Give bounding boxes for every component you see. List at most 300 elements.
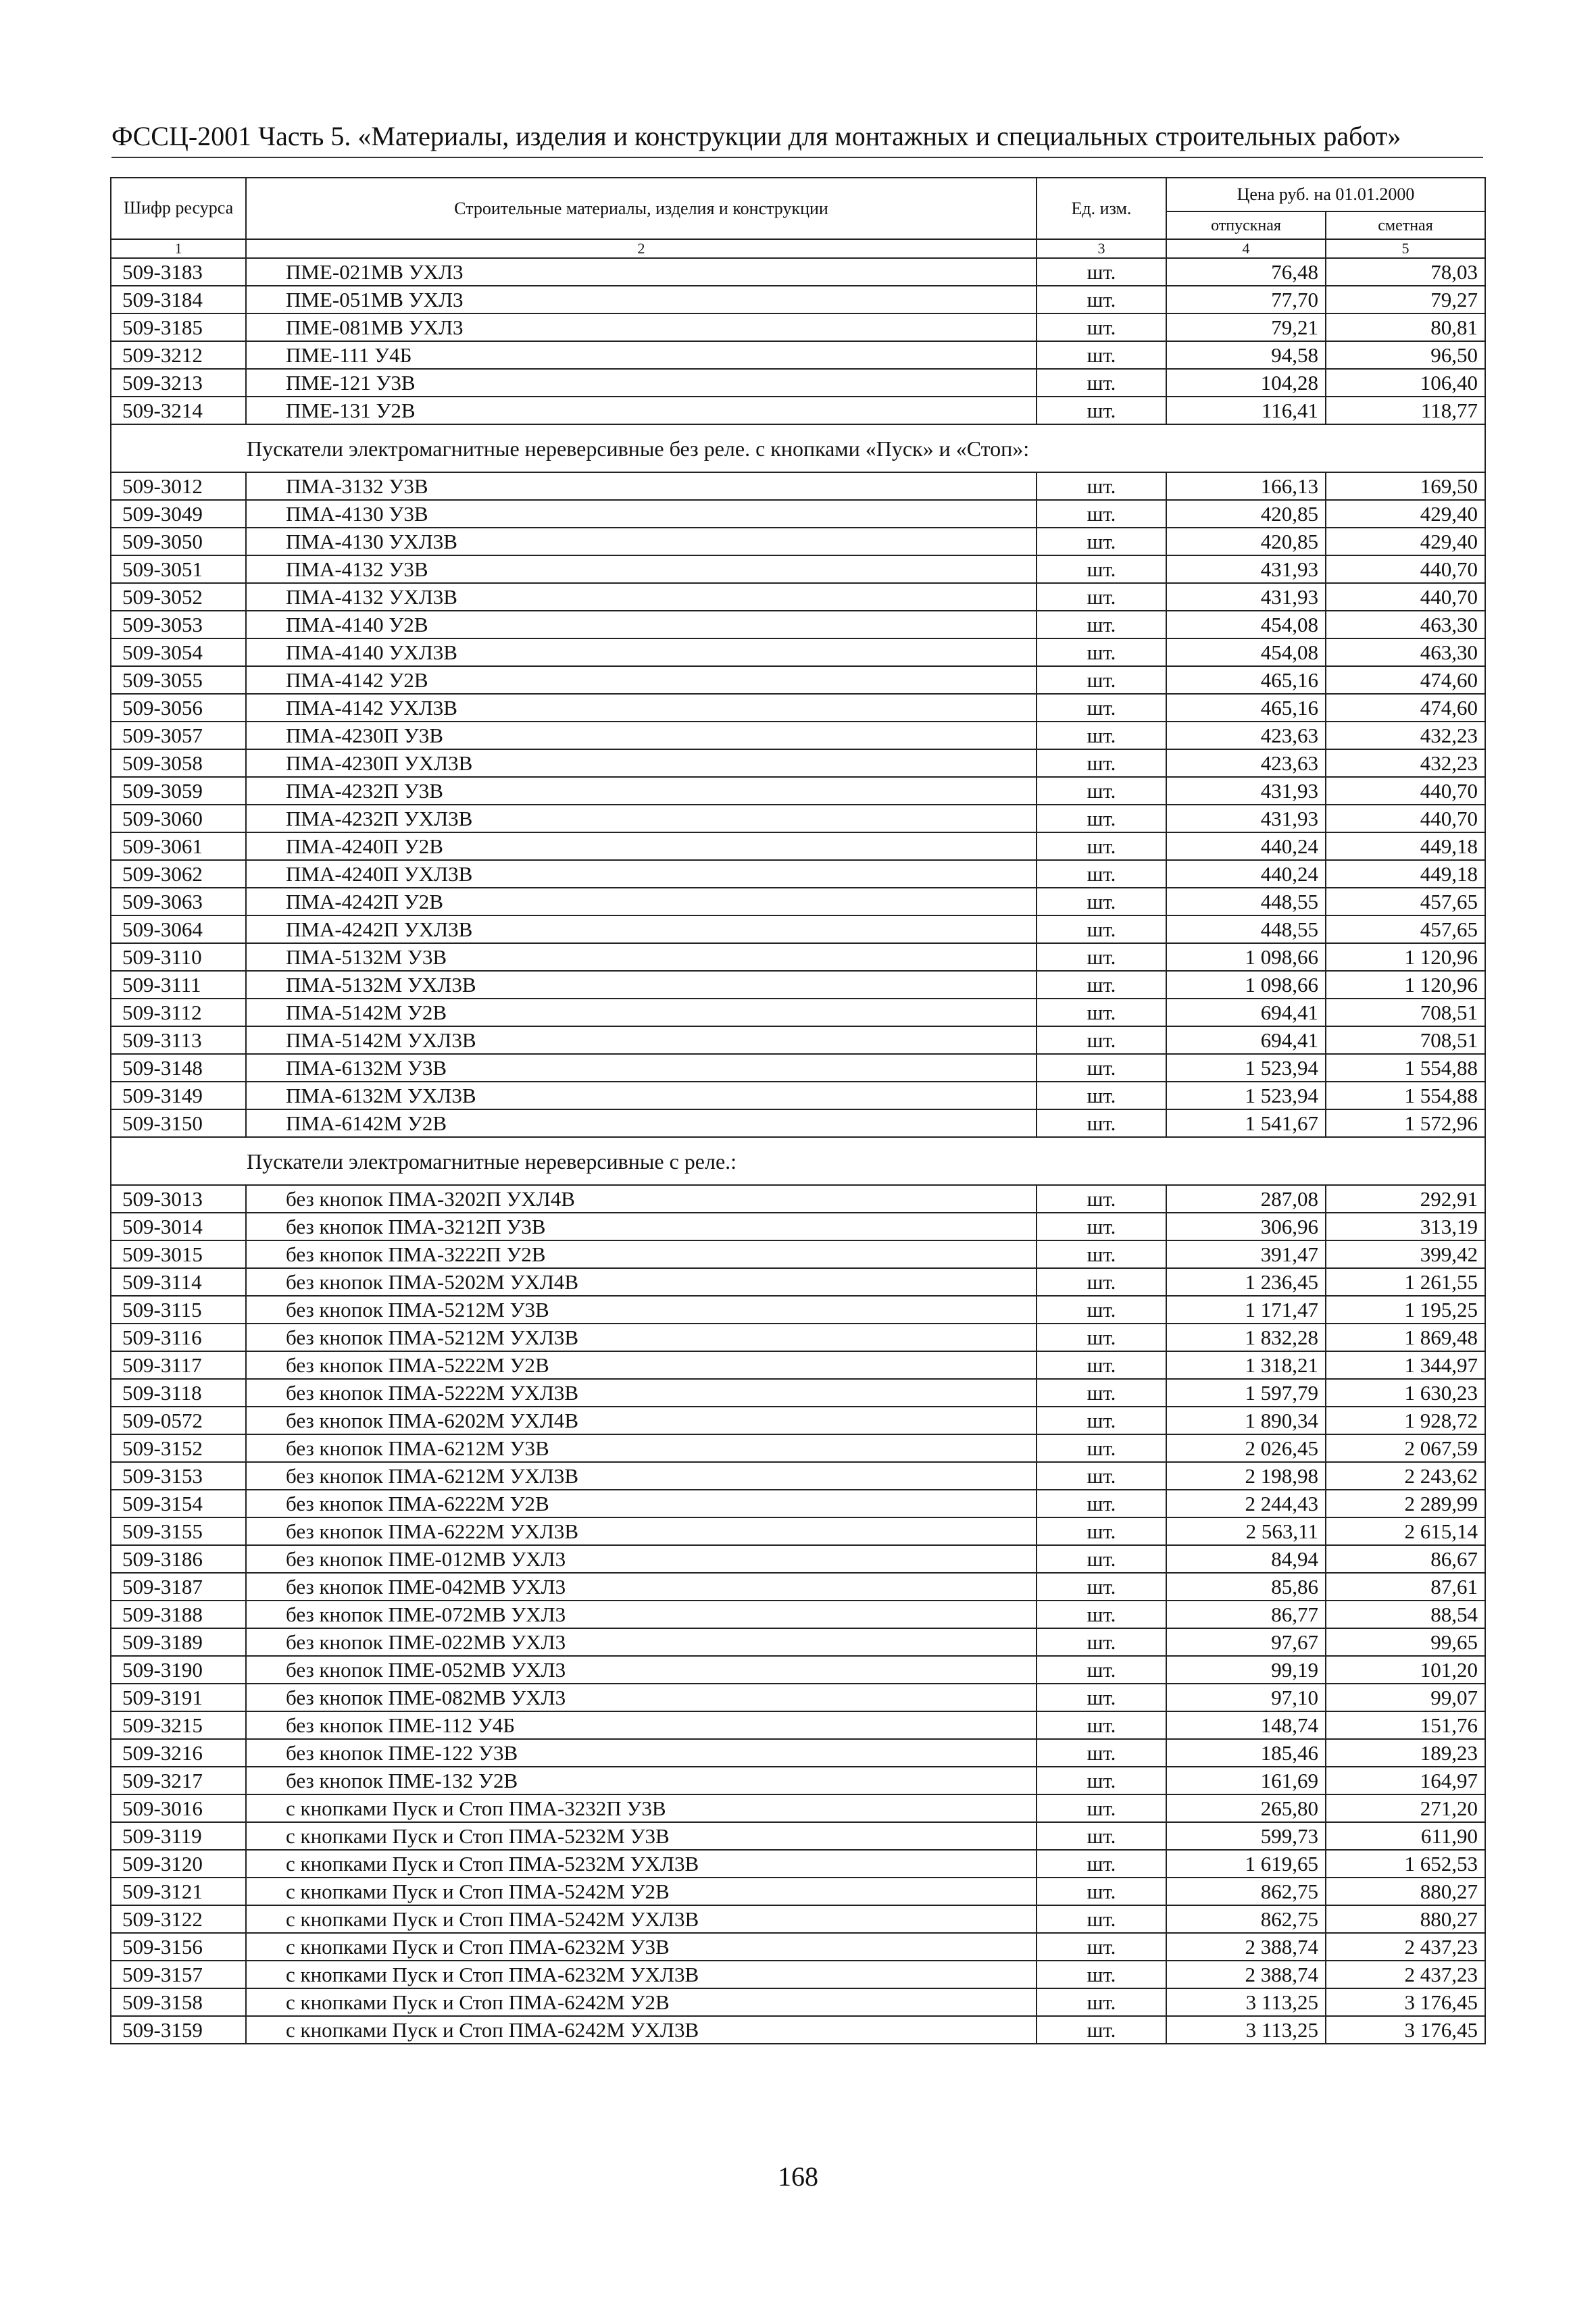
cell-unit: шт.	[1037, 1739, 1166, 1767]
cell-name: с кнопками Пуск и Стоп ПМА-5242М У2В	[246, 1878, 1037, 1905]
cell-name: ПМА-4132 УХЛ3В	[246, 583, 1037, 611]
cell-release-price: 1 098,66	[1166, 971, 1326, 999]
cell-release-price: 1 523,94	[1166, 1082, 1326, 1109]
cell-code: 509-3153	[111, 1462, 246, 1490]
cell-estimate-price: 2 289,99	[1326, 1490, 1485, 1517]
table-row	[111, 1213, 1485, 1240]
cell-code: 509-3214	[111, 397, 246, 424]
table-row	[111, 1082, 1485, 1109]
cell-estimate-price: 2 243,62	[1326, 1462, 1485, 1490]
cell-code: 509-3116	[111, 1324, 246, 1351]
cell-code: 509-3158	[111, 1988, 246, 2016]
cell-estimate-price: 449,18	[1326, 832, 1485, 860]
cell-estimate-price: 86,67	[1326, 1545, 1485, 1573]
cell-name: ПМА-4230П У3В	[246, 722, 1037, 749]
cell-unit: шт.	[1037, 860, 1166, 888]
cell-estimate-price: 1 554,88	[1326, 1054, 1485, 1082]
cell-release-price: 86,77	[1166, 1601, 1326, 1628]
cell-release-price: 1 098,66	[1166, 943, 1326, 971]
cell-unit: шт.	[1037, 943, 1166, 971]
cell-code: 509-3152	[111, 1434, 246, 1462]
cell-release-price: 465,16	[1166, 666, 1326, 694]
cell-code: 509-3148	[111, 1054, 246, 1082]
cell-release-price: 166,13	[1166, 472, 1326, 500]
cell-release-price: 97,10	[1166, 1684, 1326, 1711]
cell-unit: шт.	[1037, 1711, 1166, 1739]
cell-code: 509-3217	[111, 1767, 246, 1794]
cell-estimate-price: 101,20	[1326, 1656, 1485, 1684]
cell-name: ПМА-4140 УХЛ3В	[246, 638, 1037, 666]
cell-estimate-price: 880,27	[1326, 1878, 1485, 1905]
cell-code: 509-3012	[111, 472, 246, 500]
cell-release-price: 454,08	[1166, 638, 1326, 666]
cell-name: без кнопок ПМЕ-072МВ УХЛ3	[246, 1601, 1037, 1628]
cell-estimate-price: 106,40	[1326, 369, 1485, 397]
cell-release-price: 1 318,21	[1166, 1351, 1326, 1379]
cell-release-price: 287,08	[1166, 1185, 1326, 1213]
cell-estimate-price: 432,23	[1326, 722, 1485, 749]
table-row	[111, 1739, 1485, 1767]
cell-unit: шт.	[1037, 258, 1166, 286]
cell-code: 509-0572	[111, 1407, 246, 1434]
cell-code: 509-3157	[111, 1961, 246, 1988]
cell-estimate-price: 429,40	[1326, 500, 1485, 528]
cell-release-price: 423,63	[1166, 722, 1326, 749]
table-row	[111, 666, 1485, 694]
cell-unit: шт.	[1037, 397, 1166, 424]
table-row	[111, 1794, 1485, 1822]
table-row	[111, 1462, 1485, 1490]
cell-code: 509-3112	[111, 999, 246, 1026]
table-row	[111, 1545, 1485, 1573]
cell-estimate-price: 1 120,96	[1326, 943, 1485, 971]
cell-name: без кнопок ПМА-5222М У2В	[246, 1351, 1037, 1379]
table-row	[111, 999, 1485, 1026]
table-row	[111, 1379, 1485, 1407]
cell-release-price: 1 236,45	[1166, 1268, 1326, 1296]
cell-code: 509-3185	[111, 313, 246, 341]
cell-name: без кнопок ПМА-6222М У2В	[246, 1490, 1037, 1517]
cell-name: ПМА-5132М У3В	[246, 943, 1037, 971]
table-row	[111, 915, 1485, 943]
table-row	[111, 528, 1485, 555]
cell-release-price: 2 198,98	[1166, 1462, 1326, 1490]
cell-code: 509-3212	[111, 341, 246, 369]
header-rule	[111, 157, 1483, 158]
cell-code: 509-3054	[111, 638, 246, 666]
table-row	[111, 1905, 1485, 1933]
cell-release-price: 1 890,34	[1166, 1407, 1326, 1434]
col-header-price-group: Цена руб. на 01.01.2000	[1166, 178, 1485, 211]
cell-code: 509-3187	[111, 1573, 246, 1601]
cell-name: ПМА-4242П УХЛ3В	[246, 915, 1037, 943]
cell-estimate-price: 457,65	[1326, 888, 1485, 915]
cell-release-price: 420,85	[1166, 528, 1326, 555]
table-row	[111, 1684, 1485, 1711]
section-title: Пускатели электромагнитные нереверсивные без реле. с кнопками «Пуск» и «Стоп»:	[111, 424, 1485, 472]
cell-name: без кнопок ПМА-6222М УХЛ3В	[246, 1517, 1037, 1545]
cell-code: 509-3183	[111, 258, 246, 286]
cell-name: ПМА-4230П УХЛ3В	[246, 749, 1037, 777]
table-row	[111, 1878, 1485, 1905]
cell-name: без кнопок ПМА-5212М У3В	[246, 1296, 1037, 1324]
cell-name: без кнопок ПМЕ-112 У4Б	[246, 1711, 1037, 1739]
table-row	[111, 1407, 1485, 1434]
cell-name: без кнопок ПМЕ-012МВ УХЛ3	[246, 1545, 1037, 1573]
cell-release-price: 431,93	[1166, 555, 1326, 583]
cell-unit: шт.	[1037, 666, 1166, 694]
cell-release-price: 423,63	[1166, 749, 1326, 777]
cell-name: без кнопок ПМА-3222П У2В	[246, 1240, 1037, 1268]
cell-name: без кнопок ПМА-5222М УХЛ3В	[246, 1379, 1037, 1407]
cell-name: с кнопками Пуск и Стоп ПМА-3232П У3В	[246, 1794, 1037, 1822]
cell-release-price: 161,69	[1166, 1767, 1326, 1794]
cell-name: ПМА-4232П УХЛ3В	[246, 805, 1037, 832]
col-number-5: 5	[1326, 239, 1485, 258]
cell-name: ПМА-4140 У2В	[246, 611, 1037, 638]
cell-code: 509-3064	[111, 915, 246, 943]
cell-unit: шт.	[1037, 1545, 1166, 1573]
cell-code: 509-3015	[111, 1240, 246, 1268]
cell-estimate-price: 1 195,25	[1326, 1296, 1485, 1324]
cell-release-price: 1 832,28	[1166, 1324, 1326, 1351]
cell-code: 509-3014	[111, 1213, 246, 1240]
cell-name: без кнопок ПМА-6212М У3В	[246, 1434, 1037, 1462]
cell-estimate-price: 151,76	[1326, 1711, 1485, 1739]
table-row	[111, 1324, 1485, 1351]
cell-estimate-price: 99,65	[1326, 1628, 1485, 1656]
cell-estimate-price: 96,50	[1326, 341, 1485, 369]
cell-release-price: 440,24	[1166, 860, 1326, 888]
cell-unit: шт.	[1037, 1628, 1166, 1656]
table-row	[111, 1351, 1485, 1379]
cell-release-price: 862,75	[1166, 1905, 1326, 1933]
cell-code: 509-3122	[111, 1905, 246, 1933]
cell-code: 509-3057	[111, 722, 246, 749]
cell-estimate-price: 399,42	[1326, 1240, 1485, 1268]
cell-unit: шт.	[1037, 1379, 1166, 1407]
table-row	[111, 1054, 1485, 1082]
table-row	[111, 1185, 1485, 1213]
cell-release-price: 306,96	[1166, 1213, 1326, 1240]
cell-release-price: 465,16	[1166, 694, 1326, 722]
cell-unit: шт.	[1037, 341, 1166, 369]
cell-unit: шт.	[1037, 1988, 1166, 2016]
cell-estimate-price: 440,70	[1326, 777, 1485, 805]
cell-code: 509-3058	[111, 749, 246, 777]
cell-release-price: 454,08	[1166, 611, 1326, 638]
cell-release-price: 2 563,11	[1166, 1517, 1326, 1545]
table-row	[111, 1573, 1485, 1601]
cell-unit: шт.	[1037, 1767, 1166, 1794]
col-header-release: отпускная	[1166, 211, 1326, 239]
table-row	[111, 472, 1485, 500]
cell-estimate-price: 2 437,23	[1326, 1961, 1485, 1988]
cell-name: ПМА-4132 У3В	[246, 555, 1037, 583]
cell-release-price: 431,93	[1166, 777, 1326, 805]
cell-unit: шт.	[1037, 1961, 1166, 1988]
cell-estimate-price: 1 344,97	[1326, 1351, 1485, 1379]
cell-estimate-price: 1 869,48	[1326, 1324, 1485, 1351]
cell-unit: шт.	[1037, 1213, 1166, 1240]
cell-code: 509-3061	[111, 832, 246, 860]
cell-estimate-price: 99,07	[1326, 1684, 1485, 1711]
cell-name: ПМА-4142 У2В	[246, 666, 1037, 694]
cell-release-price: 77,70	[1166, 286, 1326, 313]
cell-code: 509-3060	[111, 805, 246, 832]
table-row	[111, 777, 1485, 805]
table-row	[111, 722, 1485, 749]
cell-release-price: 2 244,43	[1166, 1490, 1326, 1517]
cell-unit: шт.	[1037, 1324, 1166, 1351]
cell-release-price: 104,28	[1166, 369, 1326, 397]
cell-release-price: 2 388,74	[1166, 1933, 1326, 1961]
cell-name: без кнопок ПМА-6202М УХЛ4В	[246, 1407, 1037, 1434]
cell-name: без кнопок ПМА-5202М УХЛ4В	[246, 1268, 1037, 1296]
cell-name: ПМЕ-111 У4Б	[246, 341, 1037, 369]
cell-unit: шт.	[1037, 369, 1166, 397]
cell-unit: шт.	[1037, 1878, 1166, 1905]
cell-unit: шт.	[1037, 583, 1166, 611]
table-row	[111, 397, 1485, 424]
cell-code: 509-3156	[111, 1933, 246, 1961]
table-row	[111, 1628, 1485, 1656]
cell-unit: шт.	[1037, 1434, 1166, 1462]
col-header-estimate: сметная	[1326, 211, 1485, 239]
cell-estimate-price: 3 176,45	[1326, 1988, 1485, 2016]
cell-estimate-price: 1 261,55	[1326, 1268, 1485, 1296]
table-row	[111, 1988, 1485, 2016]
cell-code: 509-3053	[111, 611, 246, 638]
cell-unit: шт.	[1037, 1109, 1166, 1137]
cell-estimate-price: 2 437,23	[1326, 1933, 1485, 1961]
cell-code: 509-3013	[111, 1185, 246, 1213]
cell-name: ПМЕ-121 У3В	[246, 369, 1037, 397]
col-header-code: Шифр ресурса	[111, 178, 246, 239]
cell-release-price: 1 597,79	[1166, 1379, 1326, 1407]
table-row	[111, 2016, 1485, 2044]
cell-estimate-price: 429,40	[1326, 528, 1485, 555]
cell-name: ПМА-4130 УХЛ3В	[246, 528, 1037, 555]
cell-name: без кнопок ПМА-3212П У3В	[246, 1213, 1037, 1240]
cell-release-price: 599,73	[1166, 1822, 1326, 1850]
col-header-name: Строительные материалы, изделия и конструкции	[246, 178, 1037, 239]
cell-name: с кнопками Пуск и Стоп ПМА-6232М У3В	[246, 1933, 1037, 1961]
col-number-4: 4	[1166, 239, 1326, 258]
cell-code: 509-3159	[111, 2016, 246, 2044]
cell-code: 509-3051	[111, 555, 246, 583]
cell-unit: шт.	[1037, 1296, 1166, 1324]
table-row	[111, 971, 1485, 999]
cell-unit: шт.	[1037, 1490, 1166, 1517]
cell-estimate-price: 1 120,96	[1326, 971, 1485, 999]
cell-code: 509-3121	[111, 1878, 246, 1905]
cell-release-price: 2 026,45	[1166, 1434, 1326, 1462]
cell-estimate-price: 1 928,72	[1326, 1407, 1485, 1434]
cell-unit: шт.	[1037, 1794, 1166, 1822]
cell-estimate-price: 292,91	[1326, 1185, 1485, 1213]
cell-unit: шт.	[1037, 1462, 1166, 1490]
table-row	[111, 611, 1485, 638]
cell-release-price: 391,47	[1166, 1240, 1326, 1268]
cell-name: без кнопок ПМЕ-122 У3В	[246, 1739, 1037, 1767]
cell-release-price: 420,85	[1166, 500, 1326, 528]
col-header-unit: Ед. изм.	[1037, 178, 1166, 239]
section-title: Пускатели электромагнитные нереверсивные с реле.:	[111, 1137, 1485, 1185]
cell-estimate-price: 463,30	[1326, 611, 1485, 638]
table-row	[111, 638, 1485, 666]
cell-code: 509-3056	[111, 694, 246, 722]
cell-estimate-price: 169,50	[1326, 472, 1485, 500]
cell-estimate-price: 611,90	[1326, 1822, 1485, 1850]
cell-name: без кнопок ПМА-3202П УХЛ4В	[246, 1185, 1037, 1213]
cell-unit: шт.	[1037, 1407, 1166, 1434]
cell-name: с кнопками Пуск и Стоп ПМА-6242М УХЛ3В	[246, 2016, 1037, 2044]
cell-release-price: 99,19	[1166, 1656, 1326, 1684]
cell-code: 509-3049	[111, 500, 246, 528]
cell-estimate-price: 189,23	[1326, 1739, 1485, 1767]
table-row	[111, 1517, 1485, 1545]
cell-estimate-price: 78,03	[1326, 258, 1485, 286]
cell-estimate-price: 457,65	[1326, 915, 1485, 943]
cell-name: без кнопок ПМЕ-022МВ УХЛ3	[246, 1628, 1037, 1656]
cell-code: 509-3154	[111, 1490, 246, 1517]
cell-unit: шт.	[1037, 2016, 1166, 2044]
cell-code: 509-3059	[111, 777, 246, 805]
table-row	[111, 805, 1485, 832]
cell-name: ПМА-6142М У2В	[246, 1109, 1037, 1137]
cell-estimate-price: 708,51	[1326, 999, 1485, 1026]
cell-unit: шт.	[1037, 638, 1166, 666]
cell-code: 509-3191	[111, 1684, 246, 1711]
table-row	[111, 1026, 1485, 1054]
cell-estimate-price: 1 554,88	[1326, 1082, 1485, 1109]
cell-unit: шт.	[1037, 1933, 1166, 1961]
price-table	[110, 177, 1486, 2044]
cell-release-price: 2 388,74	[1166, 1961, 1326, 1988]
cell-name: ПМА-6132М У3В	[246, 1054, 1037, 1082]
cell-code: 509-3188	[111, 1601, 246, 1628]
table-row	[111, 1961, 1485, 1988]
cell-name: с кнопками Пуск и Стоп ПМА-5242М УХЛ3В	[246, 1905, 1037, 1933]
cell-name: без кнопок ПМА-5212М УХЛ3В	[246, 1324, 1037, 1351]
cell-estimate-price: 2 067,59	[1326, 1434, 1485, 1462]
cell-release-price: 1 619,65	[1166, 1850, 1326, 1878]
cell-code: 509-3114	[111, 1268, 246, 1296]
cell-name: ПМА-4240П У2В	[246, 832, 1037, 860]
cell-name: с кнопками Пуск и Стоп ПМА-6242М У2В	[246, 1988, 1037, 2016]
cell-unit: шт.	[1037, 1905, 1166, 1933]
cell-unit: шт.	[1037, 915, 1166, 943]
cell-name: без кнопок ПМЕ-132 У2В	[246, 1767, 1037, 1794]
cell-name: без кнопок ПМЕ-042МВ УХЛ3	[246, 1573, 1037, 1601]
cell-unit: шт.	[1037, 722, 1166, 749]
cell-unit: шт.	[1037, 1822, 1166, 1850]
cell-release-price: 448,55	[1166, 888, 1326, 915]
cell-estimate-price: 440,70	[1326, 805, 1485, 832]
cell-code: 509-3155	[111, 1517, 246, 1545]
cell-estimate-price: 3 176,45	[1326, 2016, 1485, 2044]
table-row	[111, 555, 1485, 583]
cell-release-price: 431,93	[1166, 805, 1326, 832]
cell-release-price: 3 113,25	[1166, 2016, 1326, 2044]
cell-release-price: 440,24	[1166, 832, 1326, 860]
cell-name: ПМЕ-081МВ УХЛ3	[246, 313, 1037, 341]
cell-unit: шт.	[1037, 528, 1166, 555]
cell-code: 509-3118	[111, 1379, 246, 1407]
table-row	[111, 1711, 1485, 1739]
cell-estimate-price: 708,51	[1326, 1026, 1485, 1054]
cell-estimate-price: 87,61	[1326, 1573, 1485, 1601]
cell-name: ПМА-5142М У2В	[246, 999, 1037, 1026]
cell-release-price: 76,48	[1166, 258, 1326, 286]
cell-unit: шт.	[1037, 611, 1166, 638]
cell-estimate-price: 440,70	[1326, 555, 1485, 583]
page-number: 168	[778, 2161, 818, 2192]
cell-name: без кнопок ПМЕ-052МВ УХЛ3	[246, 1656, 1037, 1684]
cell-code: 509-3215	[111, 1711, 246, 1739]
cell-release-price: 3 113,25	[1166, 1988, 1326, 2016]
cell-unit: шт.	[1037, 1082, 1166, 1109]
cell-name: ПМА-4240П УХЛ3В	[246, 860, 1037, 888]
table-row	[111, 1601, 1485, 1628]
cell-name: ПМЕ-021МВ УХЛ3	[246, 258, 1037, 286]
cell-estimate-price: 1 652,53	[1326, 1850, 1485, 1878]
cell-name: ПМЕ-131 У2В	[246, 397, 1037, 424]
cell-code: 509-3063	[111, 888, 246, 915]
table-row	[111, 888, 1485, 915]
cell-code: 509-3016	[111, 1794, 246, 1822]
col-number-2: 2	[246, 239, 1037, 258]
cell-unit: шт.	[1037, 971, 1166, 999]
table-row	[111, 369, 1485, 397]
cell-code: 509-3113	[111, 1026, 246, 1054]
cell-name: ПМЕ-051МВ УХЛ3	[246, 286, 1037, 313]
cell-unit: шт.	[1037, 1573, 1166, 1601]
cell-code: 509-3110	[111, 943, 246, 971]
cell-unit: шт.	[1037, 1517, 1166, 1545]
table-row	[111, 341, 1485, 369]
cell-release-price: 862,75	[1166, 1878, 1326, 1905]
cell-code: 509-3052	[111, 583, 246, 611]
cell-name: с кнопками Пуск и Стоп ПМА-5232М УХЛ3В	[246, 1850, 1037, 1878]
cell-unit: шт.	[1037, 888, 1166, 915]
section-header-row	[111, 424, 1485, 472]
cell-unit: шт.	[1037, 1268, 1166, 1296]
table-row	[111, 258, 1485, 286]
cell-release-price: 448,55	[1166, 915, 1326, 943]
cell-code: 509-3184	[111, 286, 246, 313]
cell-unit: шт.	[1037, 500, 1166, 528]
cell-estimate-price: 1 572,96	[1326, 1109, 1485, 1137]
cell-unit: шт.	[1037, 999, 1166, 1026]
cell-estimate-price: 271,20	[1326, 1794, 1485, 1822]
cell-estimate-price: 313,19	[1326, 1213, 1485, 1240]
cell-estimate-price: 1 630,23	[1326, 1379, 1485, 1407]
cell-unit: шт.	[1037, 1240, 1166, 1268]
cell-unit: шт.	[1037, 805, 1166, 832]
col-number-1: 1	[111, 239, 246, 258]
cell-unit: шт.	[1037, 1054, 1166, 1082]
cell-name: ПМА-6132М УХЛ3В	[246, 1082, 1037, 1109]
cell-unit: шт.	[1037, 1026, 1166, 1054]
cell-estimate-price: 164,97	[1326, 1767, 1485, 1794]
page-header-title: ФССЦ-2001 Часть 5. «Материалы, изделия и конструкции для монтажных и специальных строительных работ»	[111, 121, 1401, 151]
cell-unit: шт.	[1037, 1185, 1166, 1213]
cell-name: ПМА-5142М УХЛ3В	[246, 1026, 1037, 1054]
cell-release-price: 1 541,67	[1166, 1109, 1326, 1137]
cell-estimate-price: 474,60	[1326, 694, 1485, 722]
